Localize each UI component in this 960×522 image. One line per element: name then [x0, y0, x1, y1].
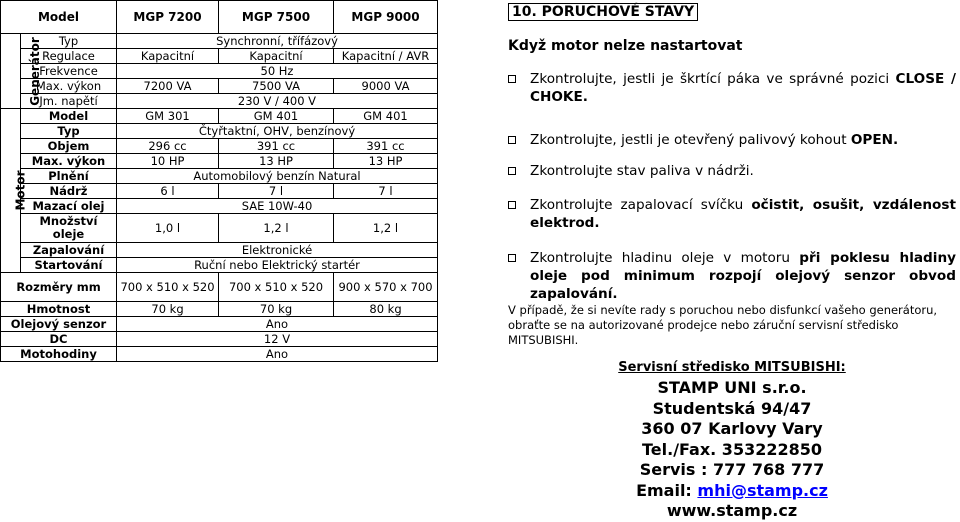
- generator-section: [1, 34, 42, 109]
- row-value: 9000 VA: [334, 79, 438, 94]
- row-label: Max. výkon: [21, 79, 117, 94]
- bullet-item: [508, 70, 956, 106]
- bullet-bold: CLOSE / CHOKE.: [530, 71, 957, 105]
- motor-section: [1, 109, 28, 273]
- row-value: SAE 10W-40: [117, 199, 438, 214]
- row-label: Objem: [21, 139, 117, 154]
- row-value: 296 cc: [117, 139, 219, 154]
- row-value: 230 V / 400 V: [117, 94, 438, 109]
- table-row: [1, 139, 438, 154]
- bullet-item: [508, 162, 956, 180]
- table-row: [1, 214, 438, 243]
- header-model: Model: [1, 1, 117, 34]
- bullet-normal: Zkontrolujte, jestli je otevřený palivový kohout: [530, 132, 851, 148]
- bullet-normal: Zkontrolujte hladinu oleje v motoru: [530, 250, 800, 266]
- contact-service: Servis : 777 768 777: [639, 460, 825, 479]
- table-row: [1, 258, 438, 273]
- row-label: Rozměry mm: [1, 273, 117, 302]
- contact-web[interactable]: www.stamp.cz: [666, 501, 798, 520]
- header-model-3: MGP 9000: [334, 1, 438, 34]
- square-bullet-icon: [508, 167, 516, 175]
- table-row: [1, 64, 438, 79]
- generator-section-label: Generátor: [27, 36, 42, 106]
- row-label: Plnění: [21, 169, 117, 184]
- table-row: [1, 49, 438, 64]
- contact-block: [508, 358, 956, 522]
- row-value: 70 kg: [219, 302, 334, 317]
- table-row: [1, 79, 438, 94]
- row-label: Olejový senzor: [1, 317, 117, 332]
- row-value: 900 x 570 x 700: [334, 273, 438, 302]
- row-value: Elektronické: [117, 243, 438, 258]
- contact-street: Studentská 94/47: [652, 398, 812, 418]
- row-value: Synchronní, třífázový: [117, 34, 438, 49]
- square-bullet-icon: [508, 254, 516, 262]
- square-bullet-icon: [508, 201, 516, 209]
- row-label: Frekvence: [21, 64, 117, 79]
- square-bullet-icon: [508, 75, 516, 83]
- row-value: 700 x 510 x 520: [117, 273, 219, 302]
- row-value: 13 HP: [219, 154, 334, 169]
- row-label: Hmotnost: [1, 302, 117, 317]
- bullet-text: [530, 249, 956, 303]
- bullet-normal: Zkontrolujte, jestli je škrtící páka ve správné pozici: [530, 71, 896, 87]
- row-value: 7 l: [219, 184, 334, 199]
- row-value: 7500 VA: [219, 79, 334, 94]
- row-value: 6 l: [117, 184, 219, 199]
- note-text: V případě, že si nevíte rady s poruchou nebo disfunkcí vašeho generátoru, obraťte se na autorizované prodejce nebo záruční servisní středisko MITSUBISHI.: [508, 303, 938, 347]
- contact-city: 360 07 Karlovy Vary: [641, 419, 823, 438]
- contact-email-line: [508, 481, 956, 502]
- table-row: [1, 317, 438, 332]
- table-row: [1, 94, 438, 109]
- row-label: Jm. napětí: [21, 94, 117, 109]
- row-value: Čtyřtaktní, OHV, benzínový: [117, 124, 438, 139]
- row-label: Max. výkon: [21, 154, 117, 169]
- bullet-normal: Zkontrolujte stav paliva v nádrži.: [530, 163, 754, 179]
- table-row: [1, 347, 438, 362]
- table-row: [1, 154, 438, 169]
- row-value: 10 HP: [117, 154, 219, 169]
- row-value: Ruční nebo Elektrický startér: [117, 258, 438, 273]
- spec-table: [0, 0, 438, 362]
- bullet-item: [508, 131, 956, 149]
- bullet-text: [530, 162, 956, 180]
- contact-name: STAMP UNI s.r.o.: [657, 378, 807, 397]
- row-value: GM 301: [117, 109, 219, 124]
- bullet-text: [530, 196, 956, 232]
- row-value: Ano: [117, 347, 438, 362]
- bullet-item: [508, 196, 956, 232]
- bullet-bold: OPEN.: [850, 132, 899, 148]
- table-row: [1, 184, 438, 199]
- row-value: 13 HP: [334, 154, 438, 169]
- row-value: 7200 VA: [117, 79, 219, 94]
- email-link[interactable]: mhi@stamp.cz: [697, 480, 828, 500]
- row-value: 80 kg: [334, 302, 438, 317]
- table-row: [1, 332, 438, 347]
- section-title: 10. PORUCHOVÉ STAVY: [508, 3, 698, 21]
- row-value: Automobilový benzín Natural: [117, 169, 438, 184]
- row-label: Typ: [21, 124, 117, 139]
- subtitle: Když motor nelze nastartovat: [508, 38, 743, 54]
- bullet-text: [530, 70, 956, 106]
- row-value: 391 cc: [219, 139, 334, 154]
- row-label: Startování: [21, 258, 117, 273]
- bullet-normal: Zkontrolujte zapalovací svíčku: [530, 197, 752, 213]
- row-label: Mazací olej: [21, 199, 117, 214]
- square-bullet-icon: [508, 136, 516, 144]
- bullet-bold: očistit, osušit, vzdálenost elektrod.: [530, 197, 956, 231]
- troubleshooting-section: [508, 0, 960, 519]
- row-value: 1,2 l: [219, 214, 334, 243]
- table-header-row: [1, 1, 438, 34]
- table-row: [1, 302, 438, 317]
- row-label: Množství oleje: [21, 214, 117, 243]
- row-value: Kapacitní: [117, 49, 219, 64]
- row-value: 12 V: [117, 332, 438, 347]
- row-value: 7 l: [334, 184, 438, 199]
- row-value: 70 kg: [117, 302, 219, 317]
- bullet-text: [530, 131, 956, 149]
- email-label: Email:: [636, 480, 698, 500]
- row-value: 1,2 l: [334, 214, 438, 243]
- motor-section-label: Motor: [13, 170, 28, 211]
- row-label: Zapalování: [21, 243, 117, 258]
- row-value: GM 401: [219, 109, 334, 124]
- row-value: 50 Hz: [117, 64, 438, 79]
- contact-phone: Tel./Fax. 353222850: [642, 439, 822, 459]
- header-model-1: MGP 7200: [117, 1, 219, 34]
- table-row: [1, 273, 438, 302]
- table-row: [1, 243, 438, 258]
- bullet-bold: při poklesu hladiny oleje pod minimum rozpojí olejový senzor obvod zapalování.: [530, 250, 956, 302]
- header-model-2: MGP 7500: [219, 1, 334, 34]
- row-label: Regulace: [21, 49, 117, 64]
- table-row: [1, 124, 438, 139]
- row-value: Kapacitní / AVR: [334, 49, 438, 64]
- row-value: Ano: [117, 317, 438, 332]
- table-row: [1, 169, 438, 184]
- table-row: [1, 109, 438, 124]
- bullet-item: [508, 249, 956, 303]
- table-row: [1, 34, 438, 49]
- row-value: GM 401: [334, 109, 438, 124]
- row-label: Typ: [21, 34, 117, 49]
- table-row: [1, 199, 438, 214]
- contact-heading: Servisní středisko MITSUBISHI:: [618, 360, 846, 375]
- row-label: DC: [1, 332, 117, 347]
- row-value: Kapacitní: [219, 49, 334, 64]
- row-label: Model: [21, 109, 117, 124]
- row-value: 700 x 510 x 520: [219, 273, 334, 302]
- row-value: 1,0 l: [117, 214, 219, 243]
- row-label: Motohodiny: [1, 347, 117, 362]
- row-value: 391 cc: [334, 139, 438, 154]
- row-label: Nádrž: [21, 184, 117, 199]
